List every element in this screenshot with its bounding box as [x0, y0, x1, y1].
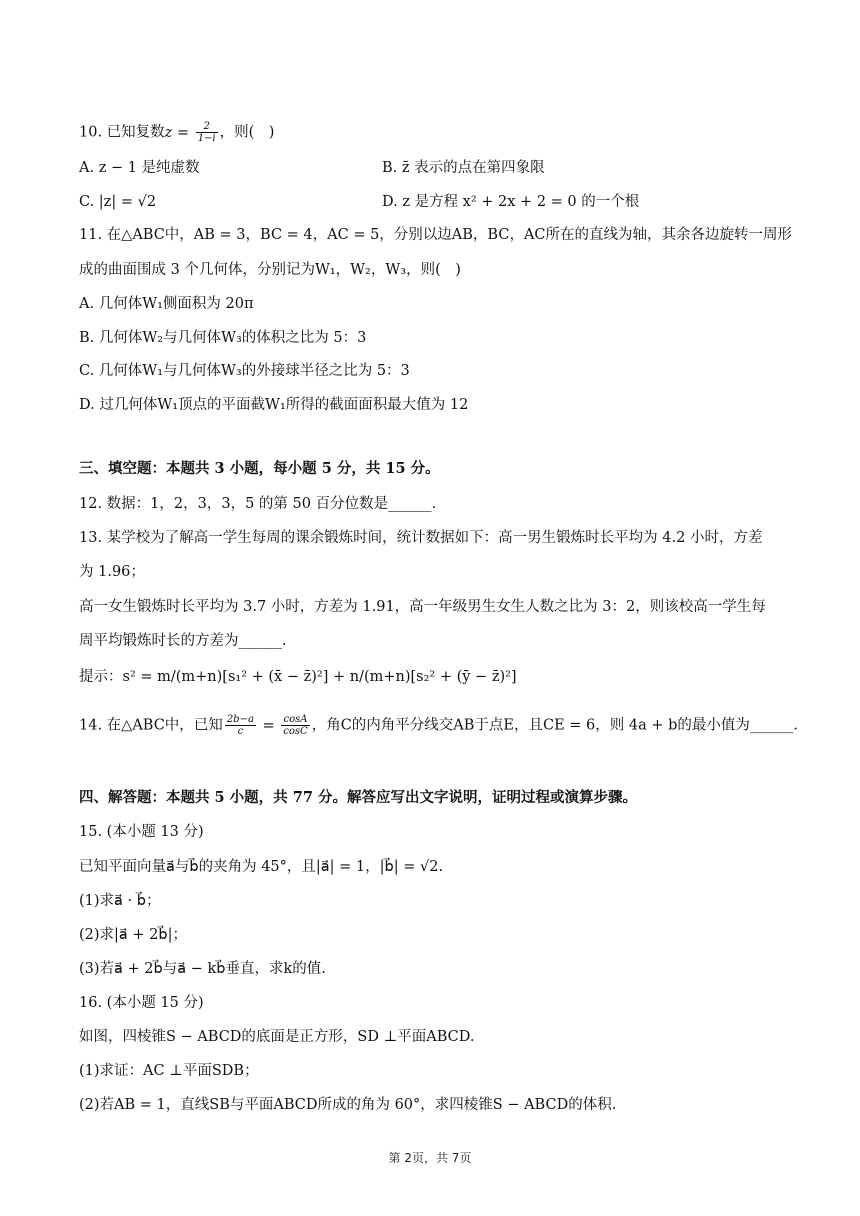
q15-stem: 已知平面向量a⃗与b⃗的夹角为 45°，且|a⃗| = 1，|b⃗| = √2.	[79, 859, 444, 875]
section-4-heading: 四、解答题：本题共 5 小题，共 77 分。解答应写出文字说明，证明过程或演算步骤。	[79, 789, 637, 806]
q11-option-a: A. 几何体W₁侧面积为 20π	[79, 296, 254, 312]
q10-formula: z = $\frac{2}{1-i}$	[164, 121, 216, 144]
q11-line2: 成的曲面围成 3 个几何体，分别记为W₁，W₂，W₃，则( )	[79, 262, 461, 278]
q16-head: 16. (本小题 15 分)	[79, 995, 204, 1011]
q13-line4: 周平均锻炼时长的方差为______.	[79, 633, 287, 649]
q10-option-d: D. z 是方程 x² + 2x + 2 = 0 的一个根	[382, 194, 640, 210]
q10-stem-a: 10. 已知复数	[79, 124, 165, 141]
q10-stem	[79, 121, 274, 144]
q14	[79, 714, 798, 737]
q15-part3: (3)若a⃗ + 2b⃗与a⃗ − kb⃗垂直，求k的值.	[79, 961, 326, 977]
q10-option-c: C. |z| = √2	[79, 194, 157, 210]
section-3-heading: 三、填空题：本题共 3 小题，每小题 5 分，共 15 分。	[79, 460, 440, 477]
q15-part2: (2)求|a⃗ + 2b⃗|；	[79, 927, 187, 943]
q13-line2: 为 1.96；	[79, 564, 145, 580]
q13-hint: 提示：s² = m/(m+n)[s₁² + (x̄ − z̄)²] + n/(m+n)[s₂² + (ȳ − z̄)²]	[79, 669, 517, 685]
q15-part1: (1)求a⃗ · b⃗；	[79, 893, 161, 909]
q11-option-b: B. 几何体W₂与几何体W₃的体积之比为 5：3	[79, 330, 367, 346]
q16-part2: (2)若AB = 1，直线SB与平面ABCD所成的角为 60°，求四棱锥S − ABCD的体积.	[79, 1097, 617, 1113]
q16-stem: 如图，四棱锥S − ABCD的底面是正方形，SD ⊥平面ABCD.	[79, 1029, 475, 1045]
q11-option-c: C. 几何体W₁与几何体W₃的外接球半径之比为 5：3	[79, 363, 410, 379]
q10-stem-b: ，则( )	[219, 124, 275, 141]
q16-part1: (1)求证：AC ⊥平面SDB；	[79, 1063, 259, 1079]
q14-a: 14. 在△ABC中，已知	[79, 717, 223, 734]
q14-b: ，角C的内角平分线交AB于点E，且CE = 6，则 4a + b的最小值为______.	[311, 717, 799, 734]
page-footer: 第 2页，共 7页	[388, 1151, 472, 1165]
q10-option-b: B. z̄ 表示的点在第四象限	[382, 160, 545, 176]
q13-line1: 13. 某学校为了解高一学生每周的课余锻炼时间，统计数据如下：高一男生锻炼时长平均为 4.2 小时，方差	[79, 530, 763, 546]
q11-line1: 11. 在△ABC中，AB = 3，BC = 4，AC = 5，分别以边AB，BC，AC所在的直线为轴，其余各边旋转一周形	[79, 227, 793, 243]
q11-option-d: D. 过几何体W₁顶点的平面截W₁所得的截面面积最大值为 12	[79, 397, 469, 413]
q10-option-a: A. z − 1 是纯虚数	[79, 160, 200, 176]
q15-head: 15. (本小题 13 分)	[79, 824, 204, 840]
q14-formula: $\frac{2b-a}{c}$ = $\frac{\cos A}{\cos C}$	[226, 714, 308, 737]
q13-line3: 高一女生锻炼时长平均为 3.7 小时，方差为 1.91，高一年级男生女生人数之比为 3：2，则该校高一学生每	[79, 599, 766, 615]
q12: 12. 数据：1，2，3，3，5 的第 50 百分位数是______.	[79, 496, 437, 512]
